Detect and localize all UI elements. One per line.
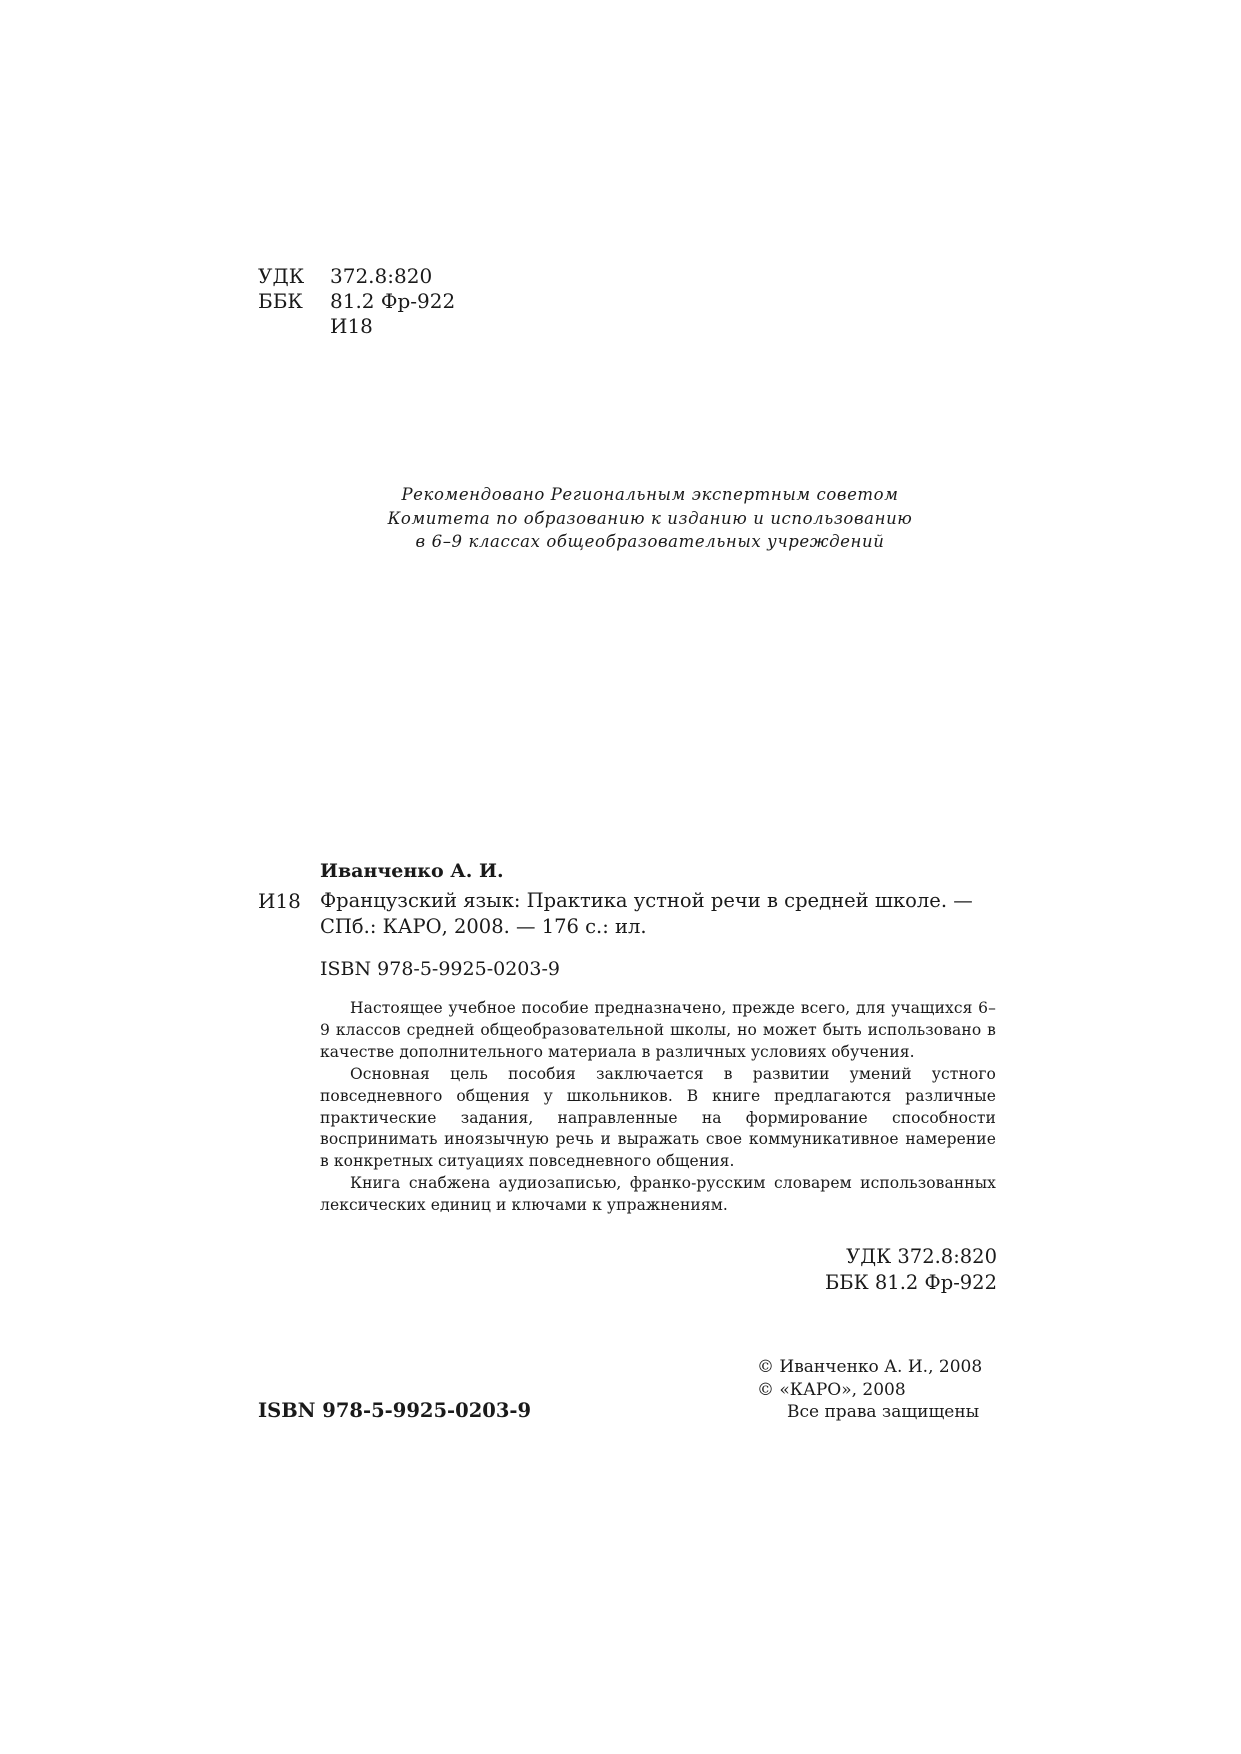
author-mark-top: И18 xyxy=(330,314,373,338)
classification-codes xyxy=(700,1244,997,1296)
recommendation-line: Комитета по образованию к изданию и использованию xyxy=(387,508,913,528)
recommendation-line: в 6–9 классах общеобразовательных учреждений xyxy=(415,532,885,551)
udk-code: УДК 372.8:820 xyxy=(846,1245,997,1268)
isbn-bottom: ISBN 978-5-9925-0203-9 xyxy=(258,1399,532,1422)
copyright-block xyxy=(757,1356,982,1424)
recommendation-block xyxy=(300,483,1000,554)
bbk-value: 81.2 Фр-922 xyxy=(330,289,456,313)
imprint-line: СПб.: КАРО, 2008. — 176 с.: ил. xyxy=(320,915,647,938)
udk-value: 372.8:820 xyxy=(330,264,433,288)
isbn-line: ISBN 978-5-9925-0203-9 xyxy=(320,958,560,980)
rights-reserved: Все права защищены xyxy=(787,1402,980,1422)
recommendation-line: Рекомендовано Региональным экспертным советом xyxy=(401,485,899,504)
udk-label: УДК xyxy=(258,264,305,288)
bbk-code: ББК 81.2 Фр-922 xyxy=(824,1271,997,1294)
author-name: Иванченко А. И. xyxy=(320,860,504,882)
annotation-paragraph: Настоящее учебное пособие предназначено, прежде всего, для учащихся 6–9 классов средней общеобразовательной школы, но может быть использовано в качестве дополнительного материала в различных условиях обучения. xyxy=(320,999,996,1061)
copyright-author: © Иванченко А. И., 2008 xyxy=(757,1357,983,1377)
book-title-line: Французский язык: Практика устной речи в средней школе. — xyxy=(320,889,973,912)
annotation-paragraph: Книга снабжена аудиозаписью, франко-русским словарем использованных лексических единиц и ключами к упражнениям. xyxy=(320,1174,996,1215)
author-mark: И18 xyxy=(258,889,301,913)
bbk-label: ББК xyxy=(258,289,303,313)
copyright-publisher: © «КАРО», 2008 xyxy=(757,1379,906,1400)
annotation-paragraph: Основная цель пособия заключается в развитии умений устного повседневного общения у школьников. В книге предлагаются различные практические задания, направленные на формирование способности воспринимать иноязычную речь и выражать свое коммуникативное намерение в конкретных ситуациях повседневного общения. xyxy=(320,1064,996,1171)
annotation xyxy=(320,998,996,1217)
